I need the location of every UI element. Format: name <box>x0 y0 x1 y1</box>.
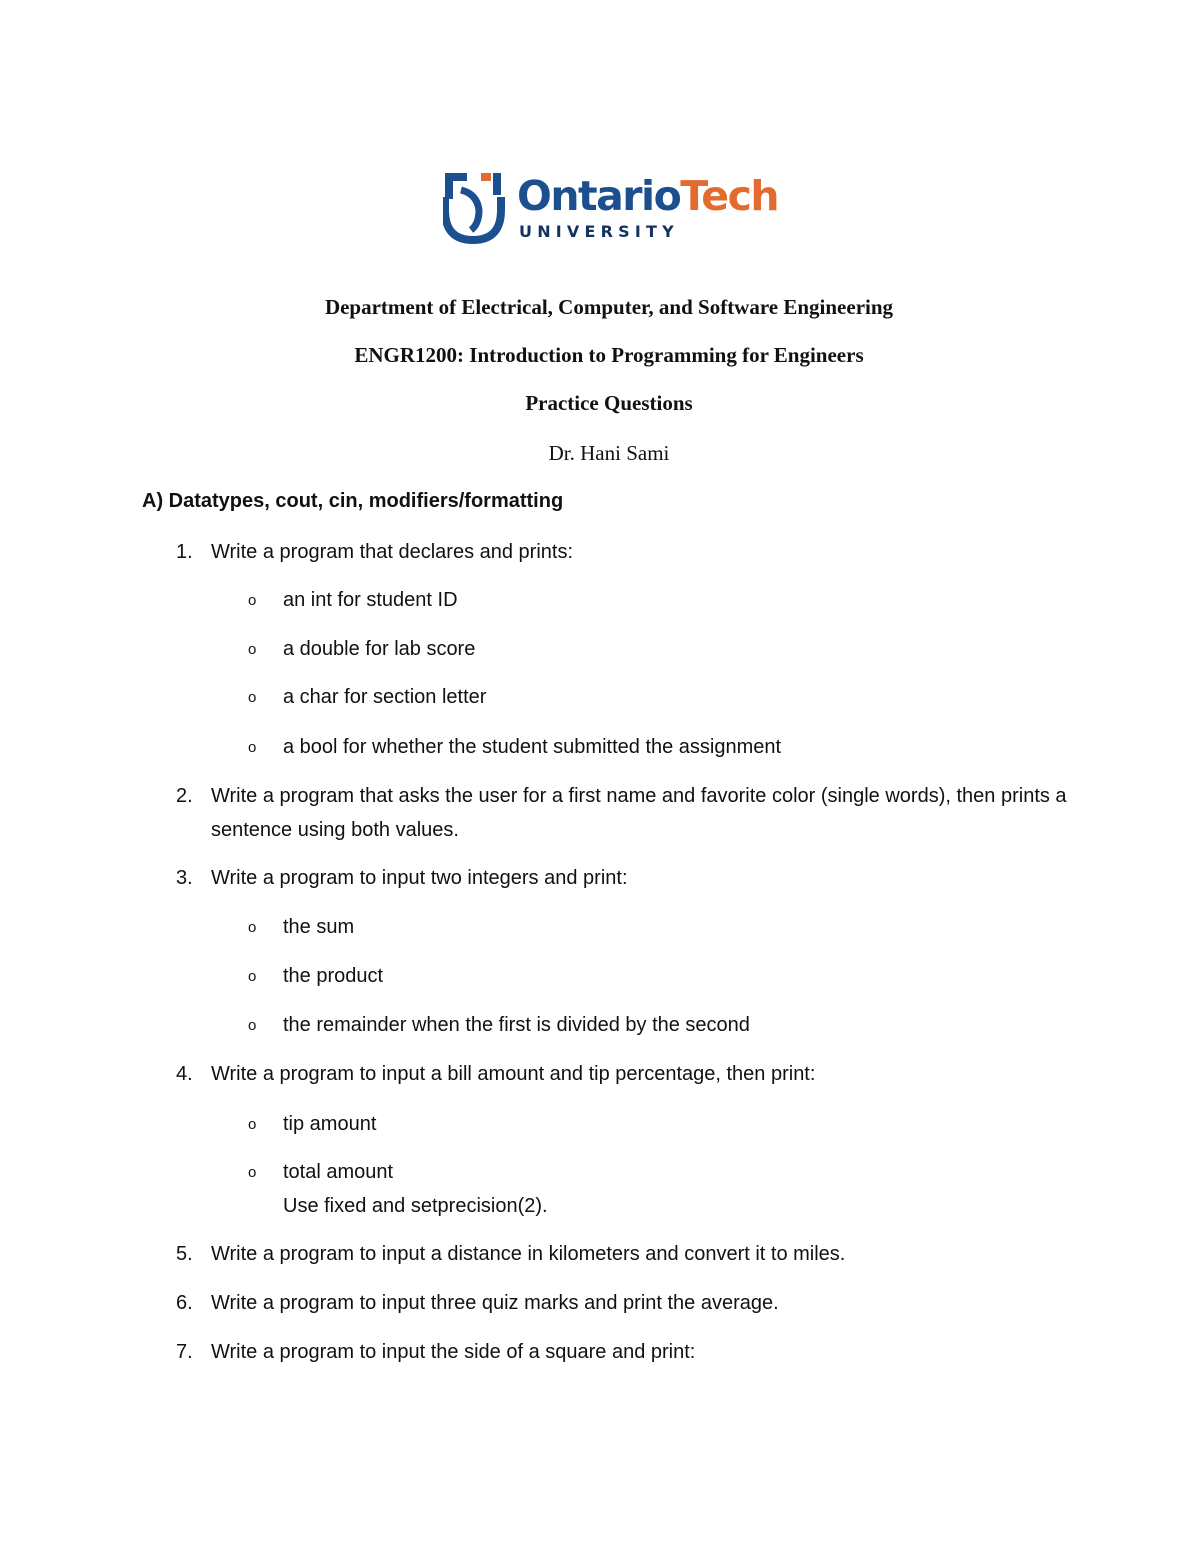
bullet-icon: o <box>248 919 257 936</box>
question-number: 1. <box>176 541 193 563</box>
logo-wordmark <box>517 172 778 220</box>
list-item <box>248 730 1048 764</box>
question-number: 3. <box>176 867 193 889</box>
author-name: Dr. Hani Sami <box>548 441 670 465</box>
list-item <box>248 1107 1048 1141</box>
list-item <box>248 959 1048 993</box>
list-item-text: total amount <box>283 1161 394 1183</box>
section-heading: A) Datatypes, cout, cin, modifiers/formatting <box>142 490 564 512</box>
list-item-text: an int for student ID <box>283 589 458 611</box>
bullet-icon: o <box>248 1164 257 1181</box>
question-3 <box>176 861 1076 895</box>
list-item <box>248 1155 1048 1223</box>
question-2 <box>176 779 1076 847</box>
question-number: 6. <box>176 1292 193 1314</box>
document-title: Practice Questions <box>525 391 693 415</box>
list-item <box>248 910 1048 944</box>
bullet-icon: o <box>248 739 257 756</box>
list-item-text: tip amount <box>283 1113 377 1135</box>
formatting-note: Use fixed and setprecision(2). <box>283 1195 548 1217</box>
list-item <box>248 1008 1048 1042</box>
course-heading: ENGR1200: Introduction to Programming for Engineers <box>354 343 864 367</box>
question-number: 4. <box>176 1063 193 1085</box>
list-item-text: a bool for whether the student submitted the assignment <box>283 736 782 758</box>
bullet-icon: o <box>248 592 257 609</box>
list-item-text: the remainder when the first is divided by the second <box>283 1014 750 1036</box>
bullet-icon: o <box>248 641 257 658</box>
list-item-text: the sum <box>283 916 355 938</box>
department-heading: Department of Electrical, Computer, and Software Engineering <box>324 295 894 319</box>
university-logo <box>443 170 783 246</box>
question-7 <box>176 1335 1076 1369</box>
question-number: 2. <box>176 785 193 807</box>
question-text: Write a program to input a distance in kilometers and convert it to miles. <box>211 1243 846 1265</box>
question-1 <box>176 535 1076 569</box>
question-5 <box>176 1237 1076 1271</box>
logo-word-ontario: Ontario <box>517 172 681 220</box>
bullet-icon: o <box>248 689 257 706</box>
list-item <box>248 632 1048 666</box>
ontariotech-shield-icon <box>443 170 505 244</box>
bullet-icon: o <box>248 1017 257 1034</box>
logo-subtitle: UNIVERSITY <box>519 222 679 241</box>
question-number: 7. <box>176 1341 193 1363</box>
bullet-icon: o <box>248 1116 257 1133</box>
question-6 <box>176 1286 1076 1320</box>
question-text: Write a program to input three quiz marks and print the average. <box>211 1292 779 1314</box>
question-text: Write a program to input the side of a square and print: <box>211 1341 696 1363</box>
list-item-text: a char for section letter <box>283 686 487 708</box>
list-item-text: the product <box>283 965 384 987</box>
bullet-icon: o <box>248 968 257 985</box>
list-item <box>248 680 1048 714</box>
list-item-text: a double for lab score <box>283 638 476 660</box>
question-text: Write a program that declares and prints: <box>211 541 574 563</box>
question-text: Write a program to input a bill amount and tip percentage, then print: <box>211 1063 816 1085</box>
question-text: Write a program to input two integers and print: <box>211 867 628 889</box>
question-number: 5. <box>176 1243 193 1265</box>
question-4 <box>176 1057 1076 1091</box>
list-item <box>248 583 1048 617</box>
logo-word-tech: Tech <box>680 172 779 220</box>
question-text: Write a program that asks the user for a first name and favorite color (single words), then prints a sentence using both values. <box>211 785 1067 841</box>
